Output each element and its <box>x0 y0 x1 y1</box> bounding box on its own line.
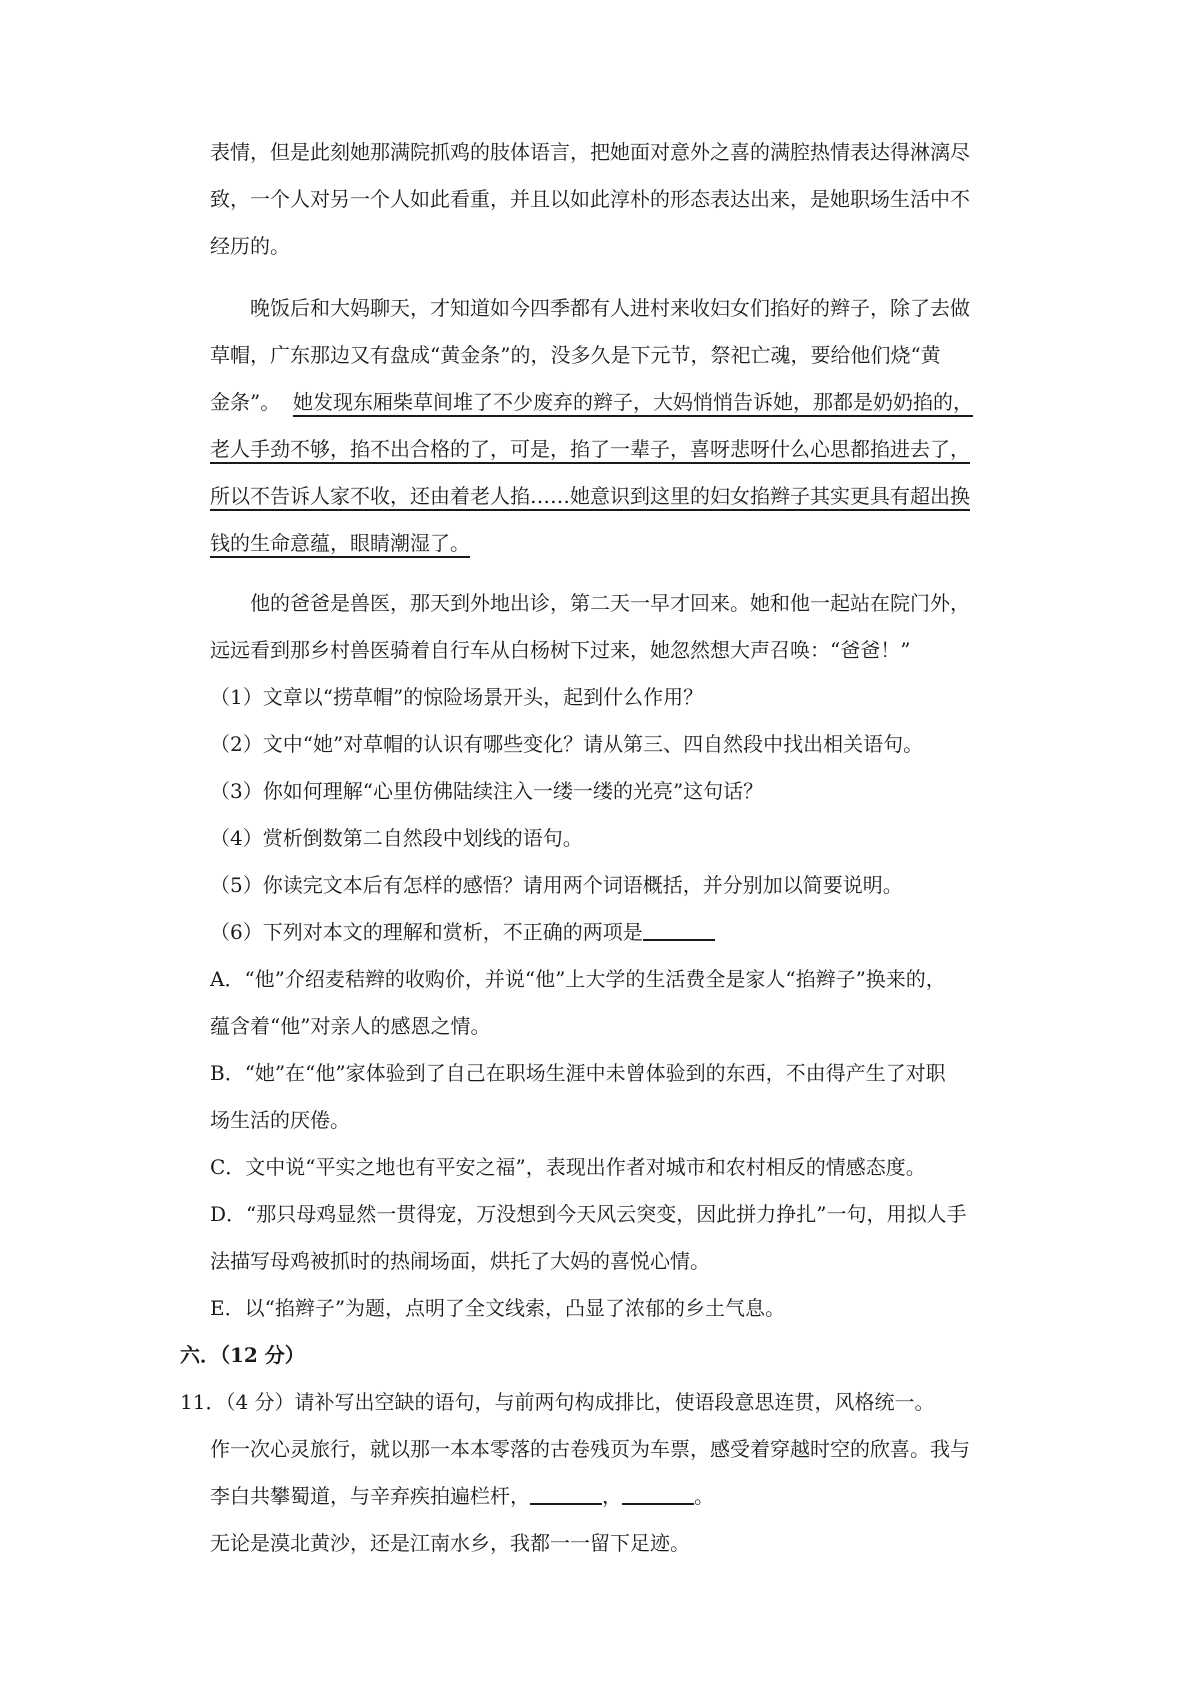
question-11-stem: 11．（4 分）请补写出空缺的语句，与前两句构成排比，使语段意思连贯，风格统一。 <box>180 1390 935 1414</box>
question-4: （4）赏析倒数第二自然段中划线的语句。 <box>210 826 583 850</box>
answer-blank-1[interactable] <box>530 1483 602 1505</box>
underlined-sentence: 老人手劲不够，掐不出合格的了，可是，掐了一辈子，喜呀悲呀什么心思都掐进去了， <box>210 437 970 461</box>
question-11-line: 作一次心灵旅行，就以那一本本零落的古卷残页为车票，感受着穿越时空的欣喜。我与 <box>210 1437 970 1461</box>
passage-text: 金条”。 <box>210 390 281 414</box>
passage-line: 他的爸爸是兽医，那天到外地出诊，第二天一早才回来。她和他一起站在院门外， <box>250 591 970 615</box>
question-2: （2）文中“她”对草帽的认识有哪些变化？请从第三、四自然段中找出相关语句。 <box>210 732 924 756</box>
passage-line: 致，一个人对另一个人如此看重，并且以如此淳朴的形态表达出来，是她职场生活中不 <box>210 187 970 211</box>
passage-line: 草帽，广东那边又有盘成“黄金条”的，没多久是下元节，祭祀亡魂，要给他们烧“黄 <box>210 343 941 367</box>
question-1: （1）文章以“捞草帽”的惊险场景开头，起到什么作用？ <box>210 685 704 709</box>
comma: ， <box>602 1484 622 1508</box>
option-c: C．文中说“平实之地也有平安之福”，表现出作者对城市和农村相反的情感态度。 <box>210 1155 926 1179</box>
option-d: D．“那只母鸡显然一贯得宠，万没想到今天风云突变，因此拼力挣扎”一句，用拟人手 <box>210 1202 967 1226</box>
section-heading: 六．（12 分） <box>180 1343 305 1367</box>
option-a: A．“他”介绍麦秸辫的收购价，并说“他”上大学的生活费全是家人“掐辫子”换来的， <box>210 967 946 991</box>
passage-line <box>210 387 973 417</box>
option-b: B．“她”在“他”家体验到了自己在职场生涯中未曾体验到的东西，不由得产生了对职 <box>210 1061 946 1085</box>
passage-line: 远远看到那乡村兽医骑着自行车从白杨树下过来，她忽然想大声召唤：“爸爸！” <box>210 638 911 662</box>
passage-line: 经历的。 <box>210 234 290 258</box>
period: 。 <box>694 1484 714 1508</box>
option-a-cont: 蕴含着“他”对亲人的感恩之情。 <box>210 1014 491 1038</box>
question-11-line <box>210 1481 714 1511</box>
option-e: E．以“掐辫子”为题，点明了全文线索，凸显了浓郁的乡土气息。 <box>210 1296 786 1320</box>
underlined-sentence: 她发现东厢柴草间堆了不少废弃的辫子，大妈悄悄告诉她，那都是奶奶掐的， <box>292 390 973 414</box>
underlined-sentence: 钱的生命意蕴，眼睛潮湿了。 <box>210 531 470 555</box>
underlined-sentence: 所以不告诉人家不收，还由着老人掐……她意识到这里的妇女掐辫子其实更具有超出换 <box>210 484 970 508</box>
passage-line: 表情，但是此刻她那满院抓鸡的肢体语言，把她面对意外之喜的满腔热情表达得淋漓尽 <box>210 140 970 164</box>
question-6 <box>210 917 715 947</box>
passage-line: 晚饭后和大妈聊天，才知道如今四季都有人进村来收妇女们掐好的辫子，除了去做 <box>250 296 970 320</box>
option-b-cont: 场生活的厌倦。 <box>210 1108 350 1132</box>
answer-blank[interactable] <box>643 919 715 941</box>
question-6-text: （6）下列对本文的理解和赏析，不正确的两项是 <box>210 920 643 944</box>
question-11-line: 无论是漠北黄沙，还是江南水乡，我都一一留下足迹。 <box>210 1531 690 1555</box>
answer-blank-2[interactable] <box>622 1483 694 1505</box>
question-11-text: 李白共攀蜀道，与辛弃疾拍遍栏杆， <box>210 1484 530 1508</box>
question-5: （5）你读完文本后有怎样的感悟？请用两个词语概括，并分别加以简要说明。 <box>210 873 903 897</box>
option-d-cont: 法描写母鸡被抓时的热闹场面，烘托了大妈的喜悦心情。 <box>210 1249 710 1273</box>
question-3: （3）你如何理解“心里仿佛陆续注入一缕一缕的光亮”这句话？ <box>210 779 764 803</box>
